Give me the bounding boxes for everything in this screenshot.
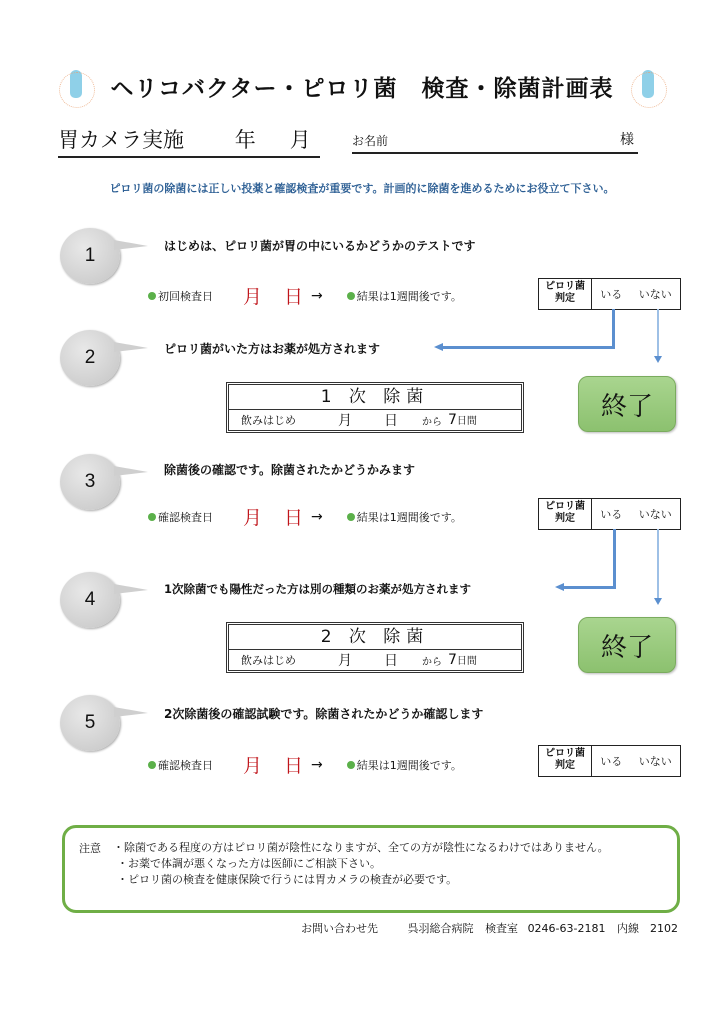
judgement-label: ピロリ菌 判定 bbox=[539, 279, 592, 309]
notice-label: 注意 bbox=[79, 842, 101, 855]
second-eradication-box bbox=[226, 622, 524, 673]
phone-number: 0246-63-2181 bbox=[527, 922, 606, 935]
exam-label: 初回検査日 bbox=[158, 289, 213, 303]
notice-box bbox=[62, 825, 680, 913]
judgement-box bbox=[538, 498, 681, 530]
judgement-box bbox=[538, 745, 681, 777]
option-negative[interactable]: いない bbox=[638, 288, 672, 301]
title-text: ヘリコバクター・ピロリ菌 検査・除菌計画表 bbox=[110, 75, 614, 102]
result-note: 結果は1週間後です。 bbox=[356, 510, 462, 524]
exam-date-row bbox=[148, 751, 462, 778]
month-label: 月 bbox=[243, 286, 263, 308]
step-heading: 除菌後の確認です。除菌されたかどうかみます bbox=[164, 463, 416, 477]
arrow-right-icon: → bbox=[311, 287, 323, 304]
step-number-bubble: 3 bbox=[60, 454, 120, 510]
bullet-icon bbox=[148, 292, 156, 300]
flow-line bbox=[657, 309, 659, 357]
flow-line bbox=[613, 529, 616, 588]
camera-label: 胃カメラ実施 bbox=[58, 128, 184, 152]
eradication-title: 1 次 除菌 bbox=[229, 385, 521, 410]
result-note: 結果は1週間後です。 bbox=[356, 758, 462, 772]
arrow-down-icon bbox=[654, 356, 662, 363]
option-positive[interactable]: いる bbox=[600, 755, 623, 768]
judgement-label: ピロリ菌 判定 bbox=[539, 499, 592, 529]
start-label: 飲みはじめ bbox=[241, 414, 296, 427]
step-heading: はじめは、ピロリ菌が胃の中にいるかどうかのテストです bbox=[164, 239, 476, 253]
year-label: 年 bbox=[234, 128, 256, 152]
step-heading: 1次除菌でも陽性だった方は別の種類のお薬が処方されます bbox=[164, 582, 471, 596]
option-negative[interactable]: いない bbox=[638, 508, 672, 521]
from-label: から bbox=[422, 656, 442, 668]
step-number-bubble: 4 bbox=[60, 572, 120, 628]
bullet-icon bbox=[347, 513, 355, 521]
arrow-left-icon bbox=[555, 583, 564, 591]
judgement-box bbox=[538, 278, 681, 310]
day-label: 日 bbox=[384, 413, 398, 429]
arrow-right-icon: → bbox=[311, 756, 323, 773]
month-label: 月 bbox=[338, 413, 352, 429]
department-name: 検査室 bbox=[485, 922, 519, 935]
duration-label: 7日間 bbox=[448, 652, 477, 668]
bubble-tail bbox=[114, 342, 148, 352]
eradication-start-row[interactable] bbox=[229, 650, 521, 670]
name-label: お名前 bbox=[352, 134, 389, 148]
notice-item: ・ピロリ菌の検査を健康保険で行うには胃カメラの検査が必要です。 bbox=[117, 873, 458, 886]
bullet-icon bbox=[148, 513, 156, 521]
arrow-right-icon: → bbox=[311, 508, 323, 525]
flow-line bbox=[563, 586, 616, 589]
judgement-label: ピロリ菌 判定 bbox=[539, 746, 592, 776]
step-number-bubble: 2 bbox=[60, 330, 120, 386]
month-label: 月 bbox=[243, 507, 263, 529]
honorific-label: 様 bbox=[620, 132, 634, 148]
day-label: 日 bbox=[384, 653, 398, 669]
notice-list bbox=[113, 840, 609, 888]
from-label: から bbox=[422, 416, 442, 428]
step-number-bubble: 5 bbox=[60, 695, 120, 751]
exam-label: 確認検査日 bbox=[158, 758, 213, 772]
flow-line bbox=[612, 309, 615, 348]
bubble-tail bbox=[114, 707, 148, 717]
exam-date-row bbox=[148, 503, 462, 530]
step-heading: ピロリ菌がいた方はお薬が処方されます bbox=[164, 342, 381, 356]
page-title bbox=[0, 66, 724, 106]
option-negative[interactable]: いない bbox=[638, 755, 672, 768]
month-label: 月 bbox=[289, 128, 311, 152]
exam-date-row bbox=[148, 282, 462, 309]
month-label: 月 bbox=[243, 755, 263, 777]
arrow-left-icon bbox=[434, 343, 443, 351]
end-badge: 終了 bbox=[578, 376, 676, 432]
step-number-bubble: 1 bbox=[60, 228, 120, 284]
contact-label: お問い合わせ先 bbox=[301, 922, 379, 935]
hospital-name: 呉羽総合病院 bbox=[407, 922, 474, 935]
step-heading: 2次除菌後の確認試験です。除菌されたかどうか確認します bbox=[164, 707, 484, 721]
option-positive[interactable]: いる bbox=[600, 288, 623, 301]
day-label: 日 bbox=[284, 507, 304, 529]
flow-line bbox=[442, 346, 615, 349]
flow-line bbox=[657, 529, 659, 599]
bullet-icon bbox=[148, 761, 156, 769]
day-label: 日 bbox=[284, 755, 304, 777]
first-eradication-box bbox=[226, 382, 524, 433]
exam-label: 確認検査日 bbox=[158, 510, 213, 524]
bubble-tail bbox=[114, 466, 148, 476]
bullet-icon bbox=[347, 292, 355, 300]
notice-item: ・お薬で体調が悪くなった方は医師にご相談下さい。 bbox=[117, 857, 381, 870]
option-positive[interactable]: いる bbox=[600, 508, 623, 521]
bubble-tail bbox=[114, 240, 148, 250]
arrow-down-icon bbox=[654, 598, 662, 605]
bullet-icon bbox=[347, 761, 355, 769]
eradication-start-row[interactable] bbox=[229, 410, 521, 430]
camera-date-field[interactable] bbox=[58, 124, 320, 158]
bacteria-mascot-icon bbox=[59, 66, 93, 106]
end-badge: 終了 bbox=[578, 617, 676, 673]
notice-item: ・除菌である程度の方はピロリ菌が陰性になりますが、全ての方が陰性になるわけではありません。 bbox=[113, 841, 609, 854]
result-note: 結果は1週間後です。 bbox=[356, 289, 462, 303]
subtitle: ピロリ菌の除菌には正しい投薬と確認検査が重要です。計画的に除菌を進めるためにお役立て下さい。 bbox=[109, 182, 615, 195]
month-label: 月 bbox=[338, 653, 352, 669]
bubble-tail bbox=[114, 584, 148, 594]
contact-info bbox=[301, 920, 678, 936]
bacteria-mascot-icon bbox=[631, 66, 665, 106]
duration-label: 7日間 bbox=[448, 412, 477, 428]
eradication-title: 2 次 除菌 bbox=[229, 625, 521, 650]
day-label: 日 bbox=[284, 286, 304, 308]
patient-name-field[interactable] bbox=[352, 132, 638, 154]
extension-number: 内線 2102 bbox=[617, 922, 678, 935]
start-label: 飲みはじめ bbox=[241, 654, 296, 667]
